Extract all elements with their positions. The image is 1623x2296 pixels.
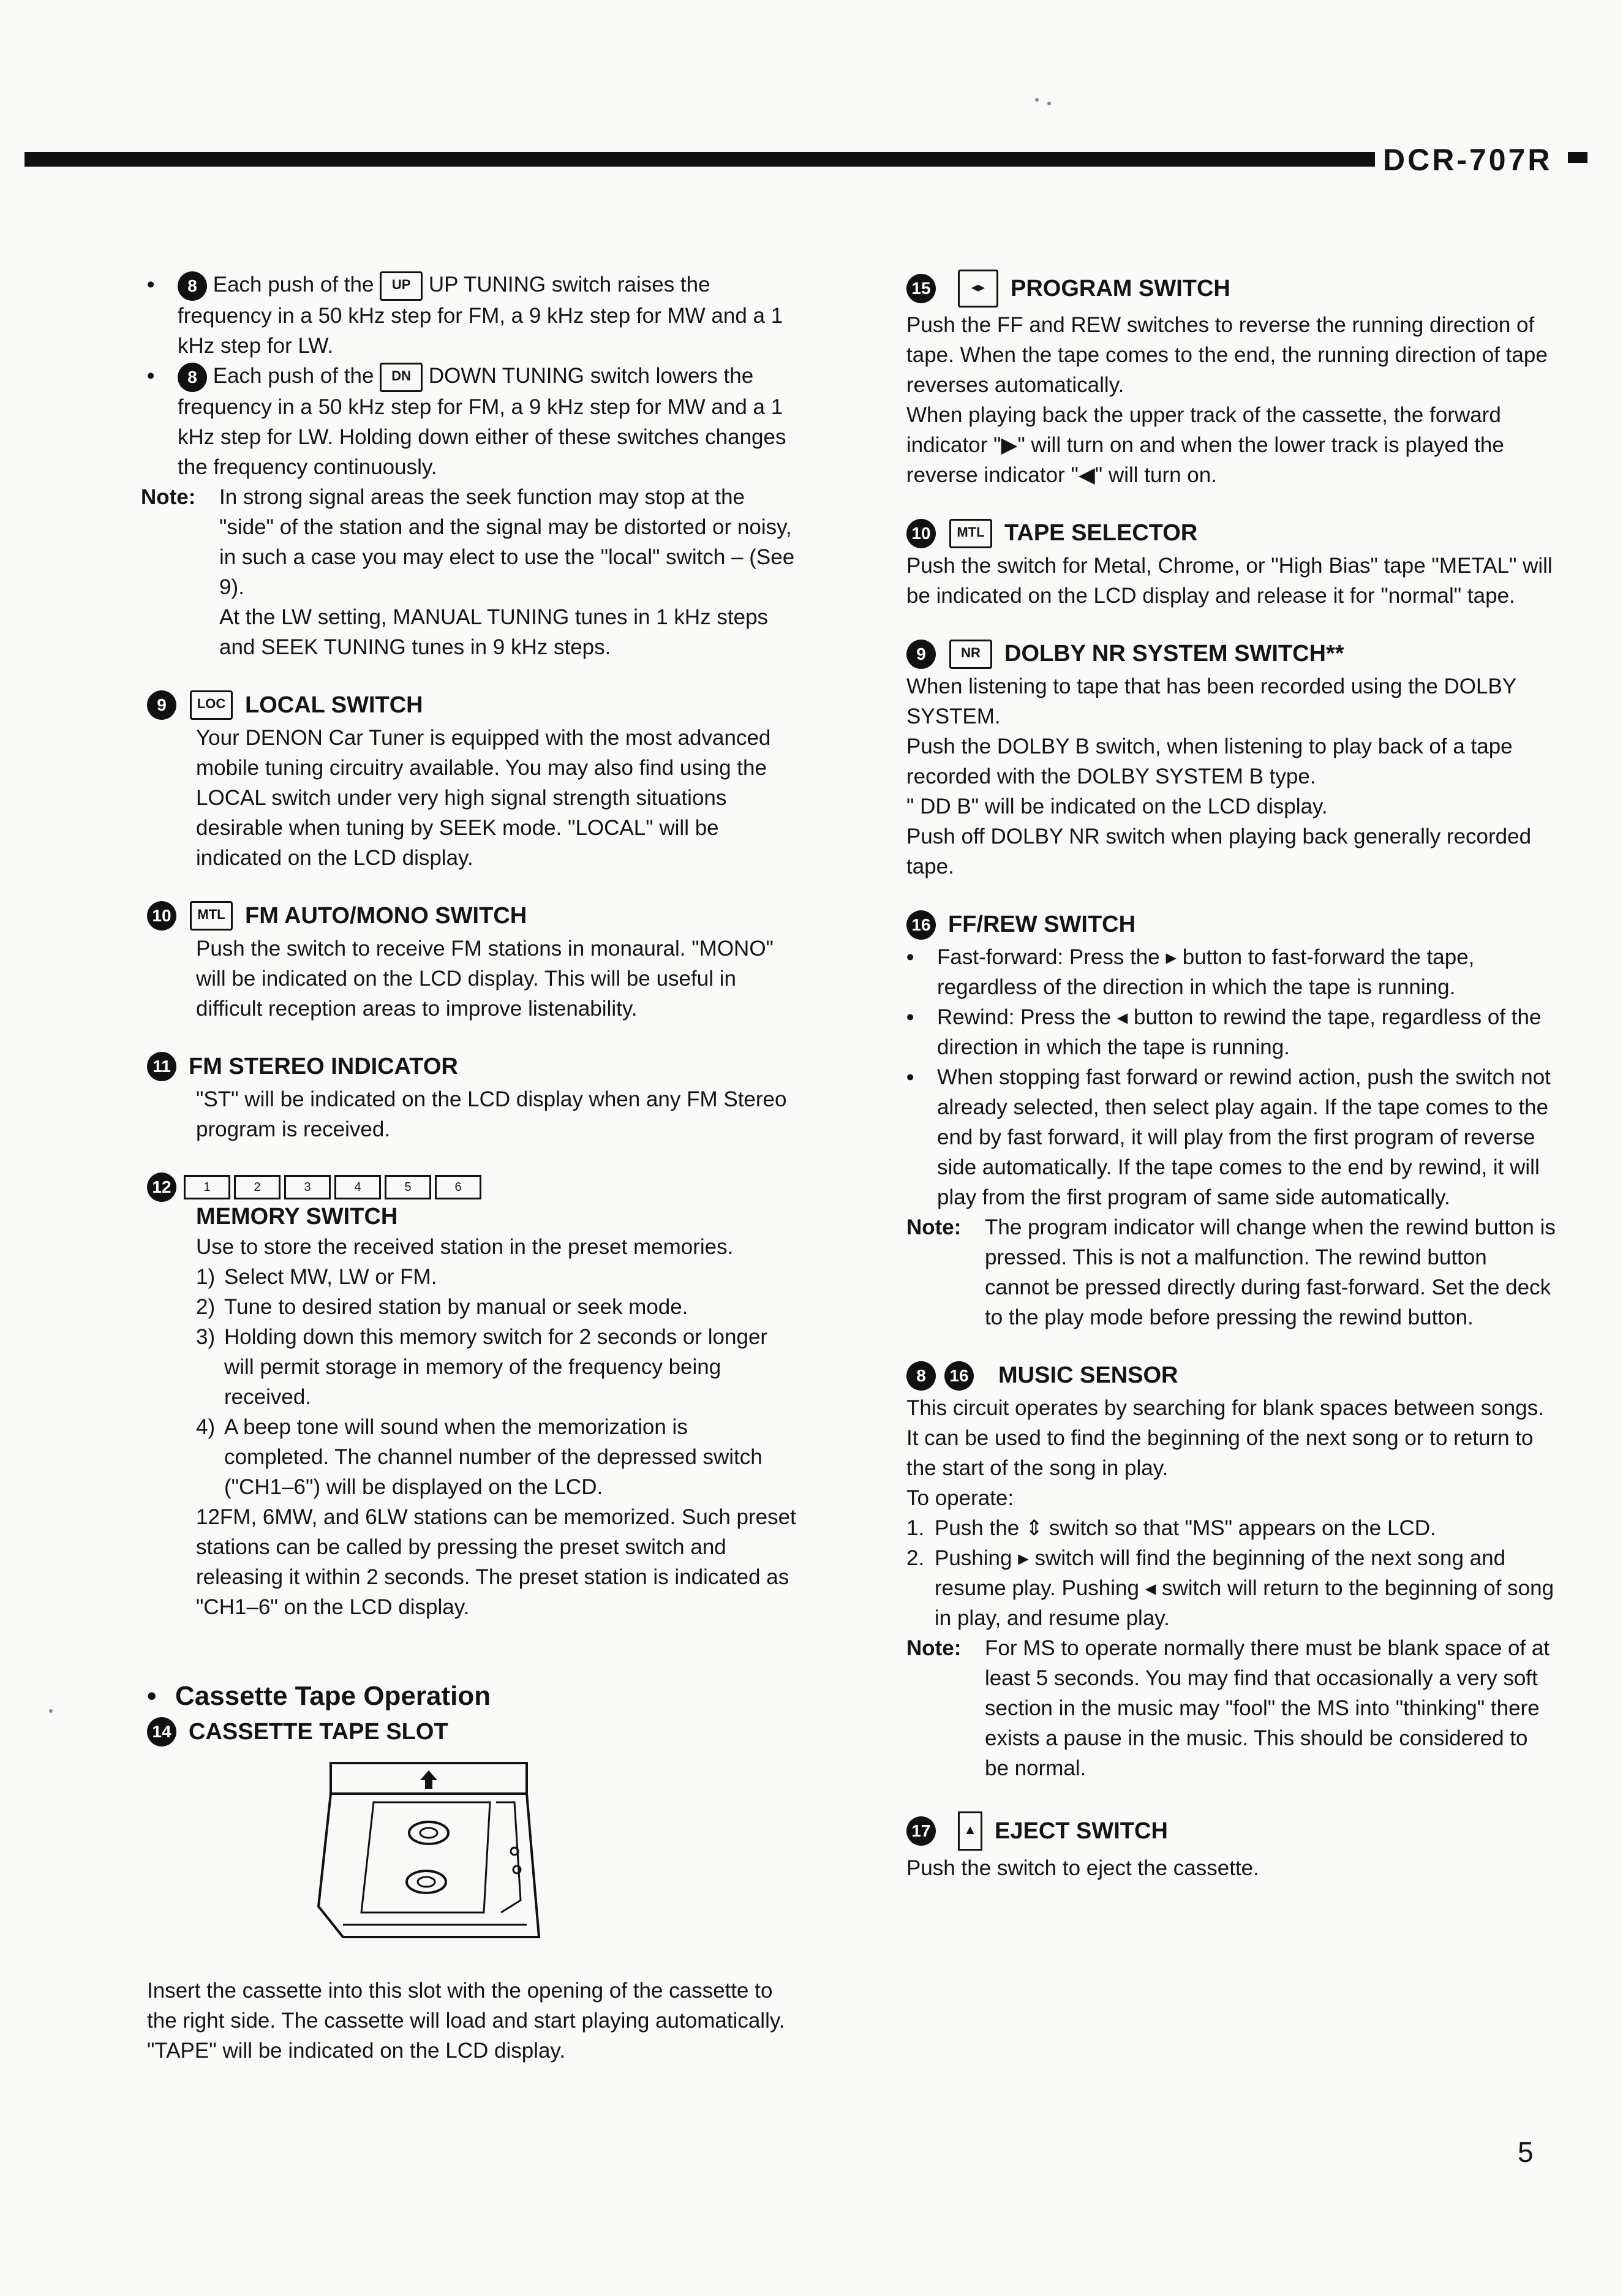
local-icon: LOC xyxy=(190,690,233,720)
ref-number: 16 xyxy=(944,1361,974,1391)
page-number: 5 xyxy=(1518,2136,1534,2168)
ff-rew-note: Note: The program indicator will change when the rewind button is pressed. This is not a malfunction. The rewind button cannot be pressed directly during fast-forward. Set the deck to the play mode before pressing the rewind button. xyxy=(906,1215,1556,1329)
ref-number: 10 xyxy=(906,519,936,548)
tuning-section xyxy=(141,270,796,662)
program-switch-section: 15 ◂▸ PROGRAM SWITCH Push the FF and REW switches to reverse the running direction of tape. When the tape comes to the end, the running direction of tape reverses automatically. When playing back the upper track of the cassette, the forward indicator "▶" will turn on and when the lower track is played the reverse indicator "◀" will turn on. xyxy=(906,270,1556,490)
cassette-section: • Cassette Tape Operation 14 CASSETTE TAPE SLOT Insert the cassette into this slot with the opening of the cassette to the right side. The cassette will load and start playing automatically. "TAPE" will be indicated on the LCD display. xyxy=(147,1681,796,2066)
list-item: 1) Select MW, LW or FM. xyxy=(196,1264,437,1289)
mono-icon: MTL xyxy=(190,901,233,931)
list-item: • Fast-forward: Press the ▸ button to fast-forward the tape, regardless of the direction in which the tape is running. xyxy=(906,942,1556,1002)
preset-2-icon: 2 xyxy=(234,1175,281,1199)
ref-number: 12 xyxy=(147,1173,176,1202)
header-rule xyxy=(24,152,1375,167)
section-title: DOLBY NR SYSTEM SWITCH** xyxy=(1004,641,1344,667)
header-rule-end xyxy=(1568,152,1587,163)
bullet: • xyxy=(147,363,155,388)
preset-6-icon: 6 xyxy=(435,1175,481,1199)
bullet: • xyxy=(906,1005,914,1029)
eject-icon: ▲ xyxy=(958,1811,982,1851)
down-tuning-icon: DN xyxy=(380,363,423,392)
tape-selector-icon: MTL xyxy=(949,519,992,548)
scan-speck xyxy=(1047,102,1051,105)
section-title: MUSIC SENSOR xyxy=(998,1362,1178,1388)
list-item: 1. Push the ⇕ switch so that "MS" appears on the LCD. xyxy=(906,1516,1436,1540)
ref-number: 8 xyxy=(178,271,207,301)
section-title: FM AUTO/MONO SWITCH xyxy=(245,902,527,929)
music-sensor-note: Note: For MS to operate normally there must be blank space of at least 5 seconds. You may find that occasionally a very soft section in the music may "fool" the MS into "thinking" there exists a pause in the music. This should be considered to be normal. xyxy=(906,1636,1550,1780)
ref-number: 8 xyxy=(178,363,207,392)
dolby-icon: NR xyxy=(949,640,992,669)
ref-number: 9 xyxy=(906,640,936,669)
ref-number: 9 xyxy=(147,690,176,720)
list-item: • When stopping fast forward or rewind action, push the switch not already selected, then select play again. If the tape comes to the end by fast forward, it will play from the first program of reverse side automatically. If the tape comes to the end by rewind, it will play from the first program of same side automatically. xyxy=(906,1062,1556,1212)
ref-number: 15 xyxy=(906,274,936,303)
ff-rew-section xyxy=(906,910,1556,1332)
section-heading: Cassette Tape Operation xyxy=(175,1680,491,1711)
section-title: FM STEREO INDICATOR xyxy=(189,1053,458,1079)
ref-number: 16 xyxy=(906,910,936,940)
tape-selector-section: 10 MTL TAPE SELECTOR Push the switch for Metal, Chrome, or "High Bias" tape "METAL" will be indicated on the LCD display and release it for "normal" tape. xyxy=(906,518,1556,611)
preset-3-icon: 3 xyxy=(284,1175,331,1199)
cassette-illustration xyxy=(306,1759,796,1951)
section-title: TAPE SELECTOR xyxy=(1004,520,1198,546)
scan-speck xyxy=(1035,98,1039,102)
cassette-icon xyxy=(306,1759,551,1943)
ref-number: 14 xyxy=(147,1717,176,1747)
preset-4-icon: 4 xyxy=(334,1175,381,1199)
mono-switch-section: 10 MTL FM AUTO/MONO SWITCH Push the switch to receive FM stations in monaural. "MONO" will be indicated on the LCD display. This will be useful in difficult reception areas to improve listenability. xyxy=(147,901,796,1024)
music-sensor-section: 8 16 MUSIC SENSOR This circuit operates by searching for blank spaces between songs. It can be used to find the beginning of the next song or to return to the start of the song in play. To operate: 1. Push the ⇕ switch so that "MS" appears on the LCD. 2. Pushing ▸ switch will find the beginning of the next song and resume play. Pushing ◂ switch will return to the beginning of song in play, and resume play. Note: For MS to operate normally there must be blank space of at least 5 seconds. You may find that occasionally a very soft section in the music may "fool" the MS into "thinking" there exists a pause in the music. This should be considered to be normal. xyxy=(906,1361,1556,1783)
program-switch-icon: ◂▸ xyxy=(958,270,998,308)
ref-number: 11 xyxy=(147,1052,176,1081)
section-title: CASSETTE TAPE SLOT xyxy=(189,1718,448,1745)
right-column xyxy=(906,270,1556,1911)
bullet: • xyxy=(906,1065,914,1089)
list-item: 2) Tune to desired station by manual or seek mode. xyxy=(196,1294,688,1319)
list-item: 4) A beep tone will sound when the memorization is completed. The channel number of the depressed switch ("CH1–6") will be displayed on the LCD. xyxy=(196,1414,763,1499)
section-title: MEMORY SWITCH xyxy=(196,1203,398,1229)
stereo-indicator-section: 11 FM STEREO INDICATOR "ST" will be indicated on the LCD display when any FM Stereo program is received. xyxy=(147,1052,796,1144)
section-title: PROGRAM SWITCH xyxy=(1011,275,1230,301)
bullet: • xyxy=(147,1680,157,1711)
list-item: • Rewind: Press the ◂ button to rewind the tape, regardless of the direction in which the tape is running. xyxy=(906,1002,1556,1062)
section-title: FF/REW SWITCH xyxy=(948,912,1136,937)
left-column xyxy=(141,270,796,2066)
local-switch-section: 9 LOC LOCAL SWITCH Your DENON Car Tuner is equipped with the most advanced mobile tuning circuitry available. You may also find using the LOCAL switch under very high signal strength situations desirable when tuning by SEEK mode. "LOCAL" will be indicated on the LCD display. xyxy=(147,690,796,873)
ref-number: 17 xyxy=(906,1816,936,1846)
ref-number: 8 xyxy=(906,1361,936,1391)
bullet: • xyxy=(147,273,155,296)
section-title: EJECT SWITCH xyxy=(995,1818,1168,1844)
bullet: • xyxy=(906,945,914,969)
eject-switch-section: 17 ▲ EJECT SWITCH Push the switch to eject the cassette. xyxy=(906,1811,1556,1883)
list-item: 3) Holding down this memory switch for 2 seconds or longer will permit storage in memory of the frequency being received. xyxy=(196,1324,768,1409)
up-tuning-icon: UP xyxy=(380,271,423,301)
preset-5-icon: 5 xyxy=(385,1175,431,1199)
up-tuning-item: • 8 Each push of the UP UP TUNING switch raises the frequency in a 50 kHz step for FM, a 9 kHz step for MW and a 1 kHz step for LW. xyxy=(147,270,796,361)
tuning-note: Note: In strong signal areas the seek function may stop at the "side" of the station and the signal may be distorted or noisy, in such a case you may elect to use the "local" switch – (See 9). At the LW setting, MANUAL TUNING tunes in 1 kHz steps and SEEK TUNING tunes in 9 kHz steps. xyxy=(141,485,795,659)
scan-speck xyxy=(49,1709,53,1713)
down-tuning-item: • 8 Each push of the DN DOWN TUNING switch lowers the frequency in a 50 kHz step for FM, a 9 kHz step for MW and a 1 kHz step for LW. Holding down either of these switches changes the frequency continuously. xyxy=(147,361,796,482)
list-item: 2. Pushing ▸ switch will find the beginning of the next song and resume play. Pushing ◂ switch will return to the beginning of song in play, and resume play. xyxy=(906,1546,1554,1630)
memory-switch-section: 12 1 2 3 4 5 6 MEMORY SWITCH Use to store the received station in the preset memories. 1) Select MW, LW or FM. 2) Tune to desired station by manual or seek mode. 3) Holding down this memory switch for 2 seconds or longer will permit storage in memory of the frequency being received. 4) A beep tone will sound when the memorization is completed. The channel number of the depressed switch ("CH1–6") will be displayed on the LCD. 12FM, 6MW, and 6LW stations can be memorized. Such preset stations can be called by pressing the preset switch and releasing it within 2 seconds. The preset station is indicated as "CH1–6" on the LCD display. xyxy=(147,1173,796,1622)
model-name: DCR-707R xyxy=(1383,143,1553,177)
section-title: LOCAL SWITCH xyxy=(245,692,423,718)
preset-buttons-row xyxy=(147,1173,796,1202)
preset-1-icon: 1 xyxy=(184,1175,230,1199)
dolby-section: 9 NR DOLBY NR SYSTEM SWITCH** When listening to tape that has been recorded using the DOLBY SYSTEM. Push the DOLBY B switch, when listening to play back of a tape recorded with the DOLBY SYSTEM B type. " DD B" will be indicated on the LCD display. Push off DOLBY NR switch when playing back generally recorded tape. xyxy=(906,639,1556,882)
ref-number: 10 xyxy=(147,901,176,931)
